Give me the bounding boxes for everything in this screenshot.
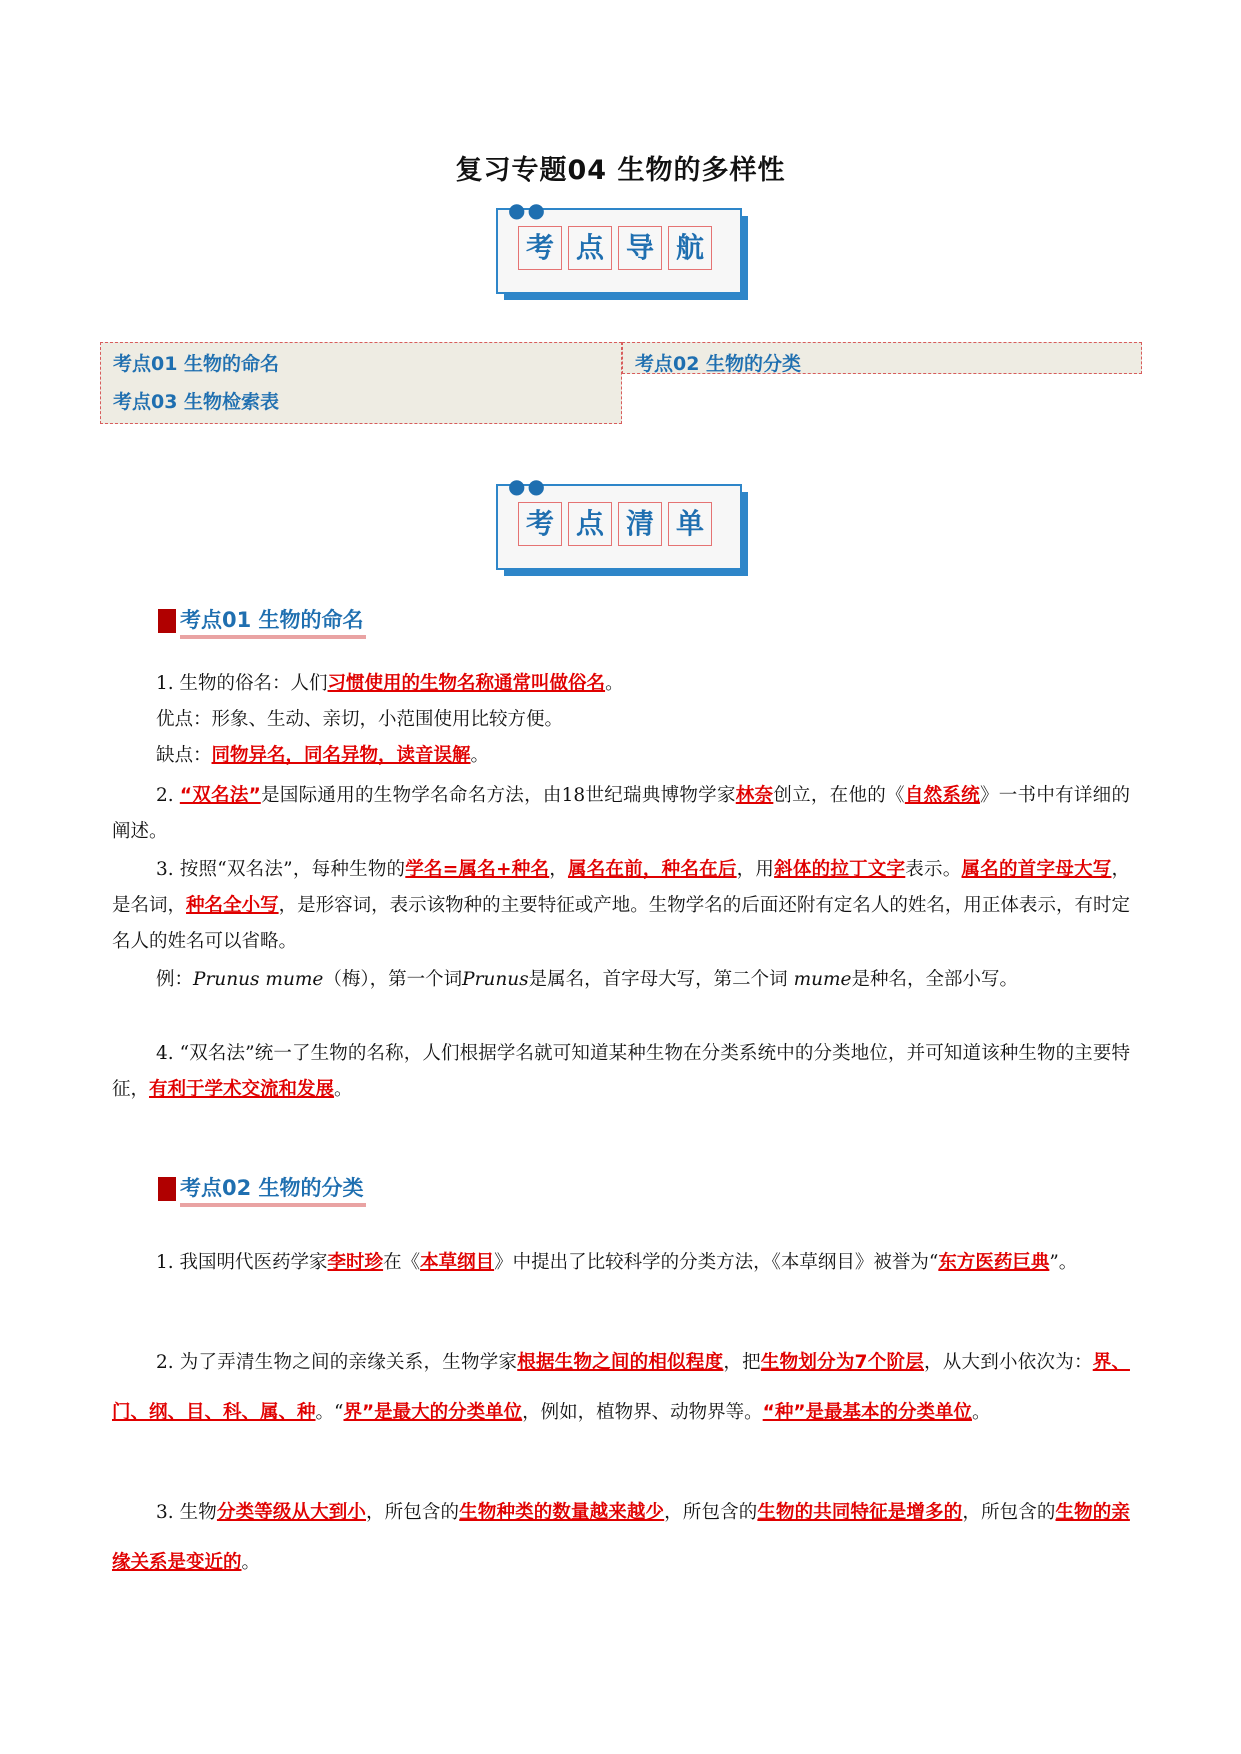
paragraph: 缺点：同物异名，同名异物，读音误解。 — [156, 745, 490, 766]
badge-char: 清 — [618, 502, 662, 546]
binder-rings-icon: ●● — [508, 198, 547, 222]
paragraph: 2. “双名法”是国际通用的生物学名命名方法，由18世纪瑞典博物学家林奈创立，在他的《自然系统》一书中有详细的阐述。 — [112, 785, 1130, 842]
badge-char: 考 — [518, 502, 562, 546]
paragraph: 优点：形象、生动、亲切，小范围使用比较方便。 — [156, 709, 564, 730]
paragraph: 2. 为了弄清生物之间的亲缘关系，生物学家根据生物之间的相似程度，把生物划分为7个阶层，从大到小依次为：界、门、纲、目、科、属、种。“界”是最大的分类单位，例如，植物界、动物界等。“种”是最基本的分类单位。 — [112, 1352, 1130, 1423]
nav-item-2[interactable]: 考点02 生物的分类 — [635, 353, 802, 375]
badge-char: 考 — [518, 226, 562, 270]
nav-item-1[interactable]: 考点01 生物的命名 — [113, 353, 280, 375]
nav-box-left — [100, 342, 622, 424]
paragraph: 1. 我国明代医药学家李时珍在《本草纲目》中提出了比较科学的分类方法，《本草纲目》被誉为“东方医药巨典”。 — [156, 1252, 1078, 1273]
badge-char: 点 — [568, 226, 612, 270]
paragraph: 4. “双名法”统一了生物的名称，人们根据学名就可知道某种生物在分类系统中的分类地位，并可知道该种生物的主要特征，有利于学术交流和发展。 — [112, 1043, 1130, 1100]
section-marker — [158, 609, 176, 633]
paragraph: 1. 生物的俗名：人们习惯使用的生物名称通常叫做俗名。 — [156, 673, 624, 694]
badge-char: 导 — [618, 226, 662, 270]
badge-exam-list — [496, 474, 742, 570]
binder-rings-icon: ●● — [508, 474, 547, 498]
section-header-naming: 考点01 生物的命名 — [158, 604, 366, 638]
paragraph: 3. 按照“双名法”，每种生物的学名=属名+种名，属名在前，种名在后，用斜体的拉丁文字表示。属名的首字母大写，是名词，种名全小写，是形容词，表示该物种的主要特征或产地。生物学名的后面还附有定名人的姓名，用正体表示，有时定名人的姓名可以省略。 — [112, 859, 1130, 952]
badge-char: 点 — [568, 502, 612, 546]
section-marker — [158, 1177, 176, 1201]
section-header-classification: 考点02 生物的分类 — [158, 1172, 366, 1206]
nav-box-right — [622, 342, 1142, 374]
paragraph: 例：Prunus mume（梅），第一个词Prunus是属名，首字母大写，第二个词 mume是种名，全部小写。 — [156, 969, 1019, 990]
page-title: 复习专题04 生物的多样性 — [455, 155, 786, 186]
badge-char: 单 — [668, 502, 712, 546]
paragraph: 3. 生物分类等级从大到小，所包含的生物种类的数量越来越少，所包含的生物的共同特征是增多的，所包含的生物的亲缘关系是变近的。 — [112, 1502, 1130, 1573]
badge-exam-nav — [496, 198, 742, 294]
nav-item-3[interactable]: 考点03 生物检索表 — [113, 391, 280, 413]
badge-char: 航 — [668, 226, 712, 270]
